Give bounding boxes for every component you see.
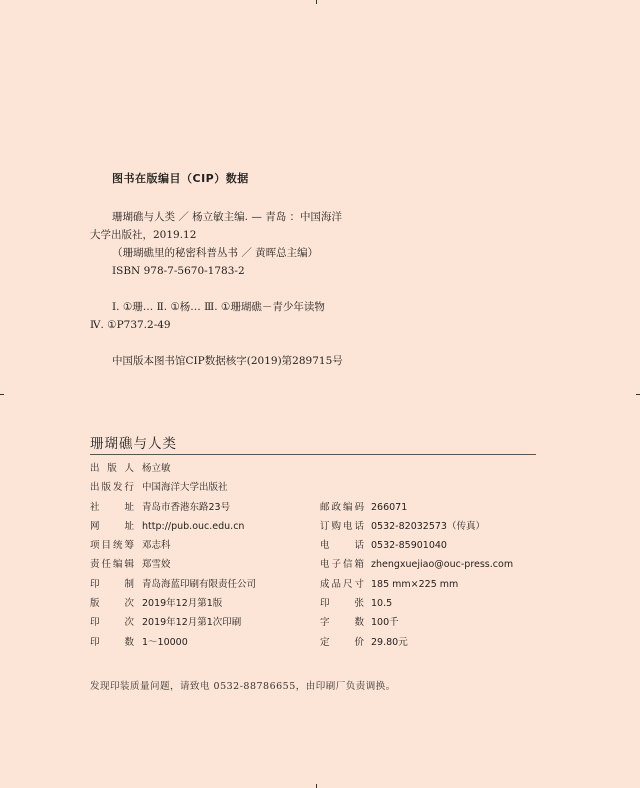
info-value: 100千 bbox=[371, 617, 399, 629]
divider-rule bbox=[90, 454, 536, 455]
info-row bbox=[90, 633, 540, 652]
info-row bbox=[90, 536, 540, 555]
info-value: 0532-85901040 bbox=[371, 540, 447, 552]
info-value: 青岛海蓝印刷有限责任公司 bbox=[142, 578, 257, 590]
publication-info bbox=[90, 459, 540, 652]
info-row bbox=[90, 613, 540, 632]
info-value: 郑雪姣 bbox=[142, 559, 171, 571]
info-value: 185 mm×225 mm bbox=[371, 578, 459, 590]
info-label: 印制 bbox=[90, 578, 134, 590]
info-label: 印数 bbox=[90, 636, 134, 648]
info-row bbox=[90, 594, 540, 613]
cip-line: Ⅳ. ①P737.2-49 bbox=[90, 319, 171, 331]
info-label: 版次 bbox=[90, 598, 134, 610]
info-value: 29.80元 bbox=[371, 636, 408, 648]
info-label: 社址 bbox=[90, 501, 134, 513]
info-row bbox=[90, 478, 540, 497]
info-value: http://pub.ouc.edu.cn bbox=[142, 520, 245, 532]
info-label: 定价 bbox=[320, 636, 364, 648]
info-label: 项目统筹 bbox=[90, 540, 134, 552]
info-label: 邮政编码 bbox=[320, 501, 364, 513]
crop-mark-right bbox=[636, 394, 640, 395]
info-label: 印次 bbox=[90, 617, 134, 629]
info-value: 青岛市香港东路23号 bbox=[142, 501, 231, 513]
info-label: 成品尺寸 bbox=[320, 578, 364, 590]
info-row bbox=[90, 459, 540, 478]
info-value: 266071 bbox=[371, 501, 408, 513]
info-row bbox=[90, 555, 540, 574]
cip-title: 图书在版编目（CIP）数据 bbox=[112, 172, 249, 185]
info-value: 0532-82032573（传真） bbox=[371, 520, 485, 532]
info-row bbox=[90, 517, 540, 536]
info-value: 2019年12月第1版 bbox=[142, 598, 223, 610]
info-label: 订购电话 bbox=[320, 520, 364, 532]
cip-line: ISBN 978-7-5670-1783-2 bbox=[112, 265, 245, 277]
quality-notice: 发现印装质量问题，请致电 0532-88786655，由印刷厂负责调换。 bbox=[90, 681, 396, 692]
info-value: zhengxuejiao@ouc-press.com bbox=[371, 559, 514, 571]
info-row bbox=[90, 498, 540, 517]
cip-line: 中国版本图书馆CIP数据核字(2019)第289715号 bbox=[112, 355, 343, 367]
cip-block bbox=[90, 208, 380, 370]
info-label: 出 版 人 bbox=[90, 463, 134, 474]
cip-line: 珊瑚礁与人类 ／ 杨立敏主编. — 青岛 ：中国海洋 bbox=[112, 211, 343, 223]
info-label: 电子信箱 bbox=[320, 559, 364, 571]
crop-mark-top bbox=[316, 0, 317, 4]
cip-line: 大学出版社，2019.12 bbox=[90, 229, 197, 241]
info-value: 杨立敏 bbox=[142, 463, 171, 474]
crop-mark-bottom bbox=[316, 784, 317, 788]
info-label: 网址 bbox=[90, 520, 134, 532]
info-value: 10.5 bbox=[371, 598, 393, 610]
info-label: 字数 bbox=[320, 617, 364, 629]
info-label: 电话 bbox=[320, 540, 364, 552]
cip-line: （珊瑚礁里的秘密科普丛书 ／ 黄晖总主编） bbox=[112, 247, 319, 259]
info-value: 1～10000 bbox=[142, 636, 188, 648]
info-value: 中国海洋大学出版社 bbox=[142, 482, 228, 494]
info-value: 2019年12月第1次印刷 bbox=[142, 617, 242, 629]
info-value: 邓志科 bbox=[142, 540, 171, 552]
info-row bbox=[90, 575, 540, 594]
crop-mark-left bbox=[0, 394, 4, 395]
info-label: 责任编辑 bbox=[90, 559, 134, 571]
info-label: 印张 bbox=[320, 598, 364, 610]
book-title: 珊瑚礁与人类 bbox=[90, 436, 177, 452]
info-label: 出版发行 bbox=[90, 482, 134, 494]
cip-line: Ⅰ. ①珊… Ⅱ. ①杨… Ⅲ. ①珊瑚礁－青少年读物 bbox=[112, 301, 325, 313]
